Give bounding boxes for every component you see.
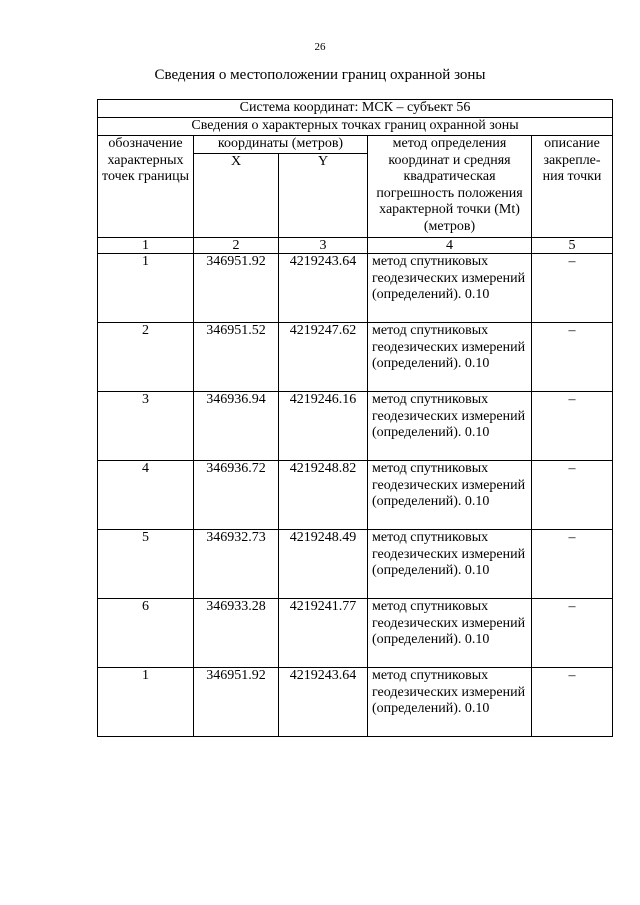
table-row	[98, 323, 613, 392]
points-info-header: Сведения о характерных точках границ охранной зоны	[98, 118, 613, 136]
table-row	[98, 392, 613, 461]
coordinate-x: 346951.92	[194, 668, 279, 737]
coordinate-x: 346933.28	[194, 599, 279, 668]
table-row	[98, 668, 613, 737]
coordinate-y: 4219248.49	[279, 530, 368, 599]
column-number: 4	[368, 238, 532, 254]
point-id: 5	[98, 530, 194, 599]
coordinate-y: 4219248.82	[279, 461, 368, 530]
coordinate-y: 4219243.64	[279, 254, 368, 323]
point-description: –	[532, 392, 613, 461]
table-row	[98, 254, 613, 323]
method-text: метод спутниковых геодезических измерений (определений). 0.10	[368, 254, 532, 323]
method-text: метод спутниковых геодезических измерений (определений). 0.10	[368, 530, 532, 599]
point-description: –	[532, 254, 613, 323]
coordinate-x: 346951.92	[194, 254, 279, 323]
method-text: метод спутниковых геодезических измерений (определений). 0.10	[368, 599, 532, 668]
point-description: –	[532, 668, 613, 737]
column-header-coordinates: координаты (метров)	[194, 136, 368, 154]
method-text: метод спутниковых геодезических измерений (определений). 0.10	[368, 461, 532, 530]
point-id: 2	[98, 323, 194, 392]
table-row	[98, 599, 613, 668]
column-header-y: Y	[279, 154, 368, 238]
coordinate-y: 4219247.62	[279, 323, 368, 392]
coordinate-y: 4219241.77	[279, 599, 368, 668]
column-header-method: метод определения координат и средняя квадратическая погрешность положения характерной точки (Mt) (метров)	[368, 136, 532, 238]
method-text: метод спутниковых геодезических измерений (определений). 0.10	[368, 323, 532, 392]
coordinate-x: 346936.94	[194, 392, 279, 461]
point-description: –	[532, 599, 613, 668]
point-id: 4	[98, 461, 194, 530]
column-header-x: X	[194, 154, 279, 238]
coordinate-x: 346932.73	[194, 530, 279, 599]
coordinate-x: 346936.72	[194, 461, 279, 530]
column-number: 2	[194, 238, 279, 254]
point-description: –	[532, 461, 613, 530]
point-description: –	[532, 323, 613, 392]
table-row	[98, 461, 613, 530]
table-row	[98, 530, 613, 599]
boundary-points-table	[97, 99, 613, 737]
point-id: 1	[98, 668, 194, 737]
page-number: 26	[314, 41, 326, 53]
coordinate-system-header: Система координат: МСК – субъект 56	[98, 100, 613, 118]
point-id: 3	[98, 392, 194, 461]
column-header-point: обозначение характерных точек границы	[98, 136, 194, 238]
coordinate-y: 4219243.64	[279, 668, 368, 737]
column-number: 3	[279, 238, 368, 254]
method-text: метод спутниковых геодезических измерений (определений). 0.10	[368, 392, 532, 461]
document-title: Сведения о местоположении границ охранной зоны	[154, 67, 486, 83]
point-id: 6	[98, 599, 194, 668]
column-number: 5	[532, 238, 613, 254]
point-id: 1	[98, 254, 194, 323]
method-text: метод спутниковых геодезических измерений (определений). 0.10	[368, 668, 532, 737]
column-number-row	[98, 238, 613, 254]
column-number: 1	[98, 238, 194, 254]
coordinate-x: 346951.52	[194, 323, 279, 392]
point-description: –	[532, 530, 613, 599]
column-header-description: описание закрепле-ния точки	[532, 136, 613, 238]
coordinate-y: 4219246.16	[279, 392, 368, 461]
